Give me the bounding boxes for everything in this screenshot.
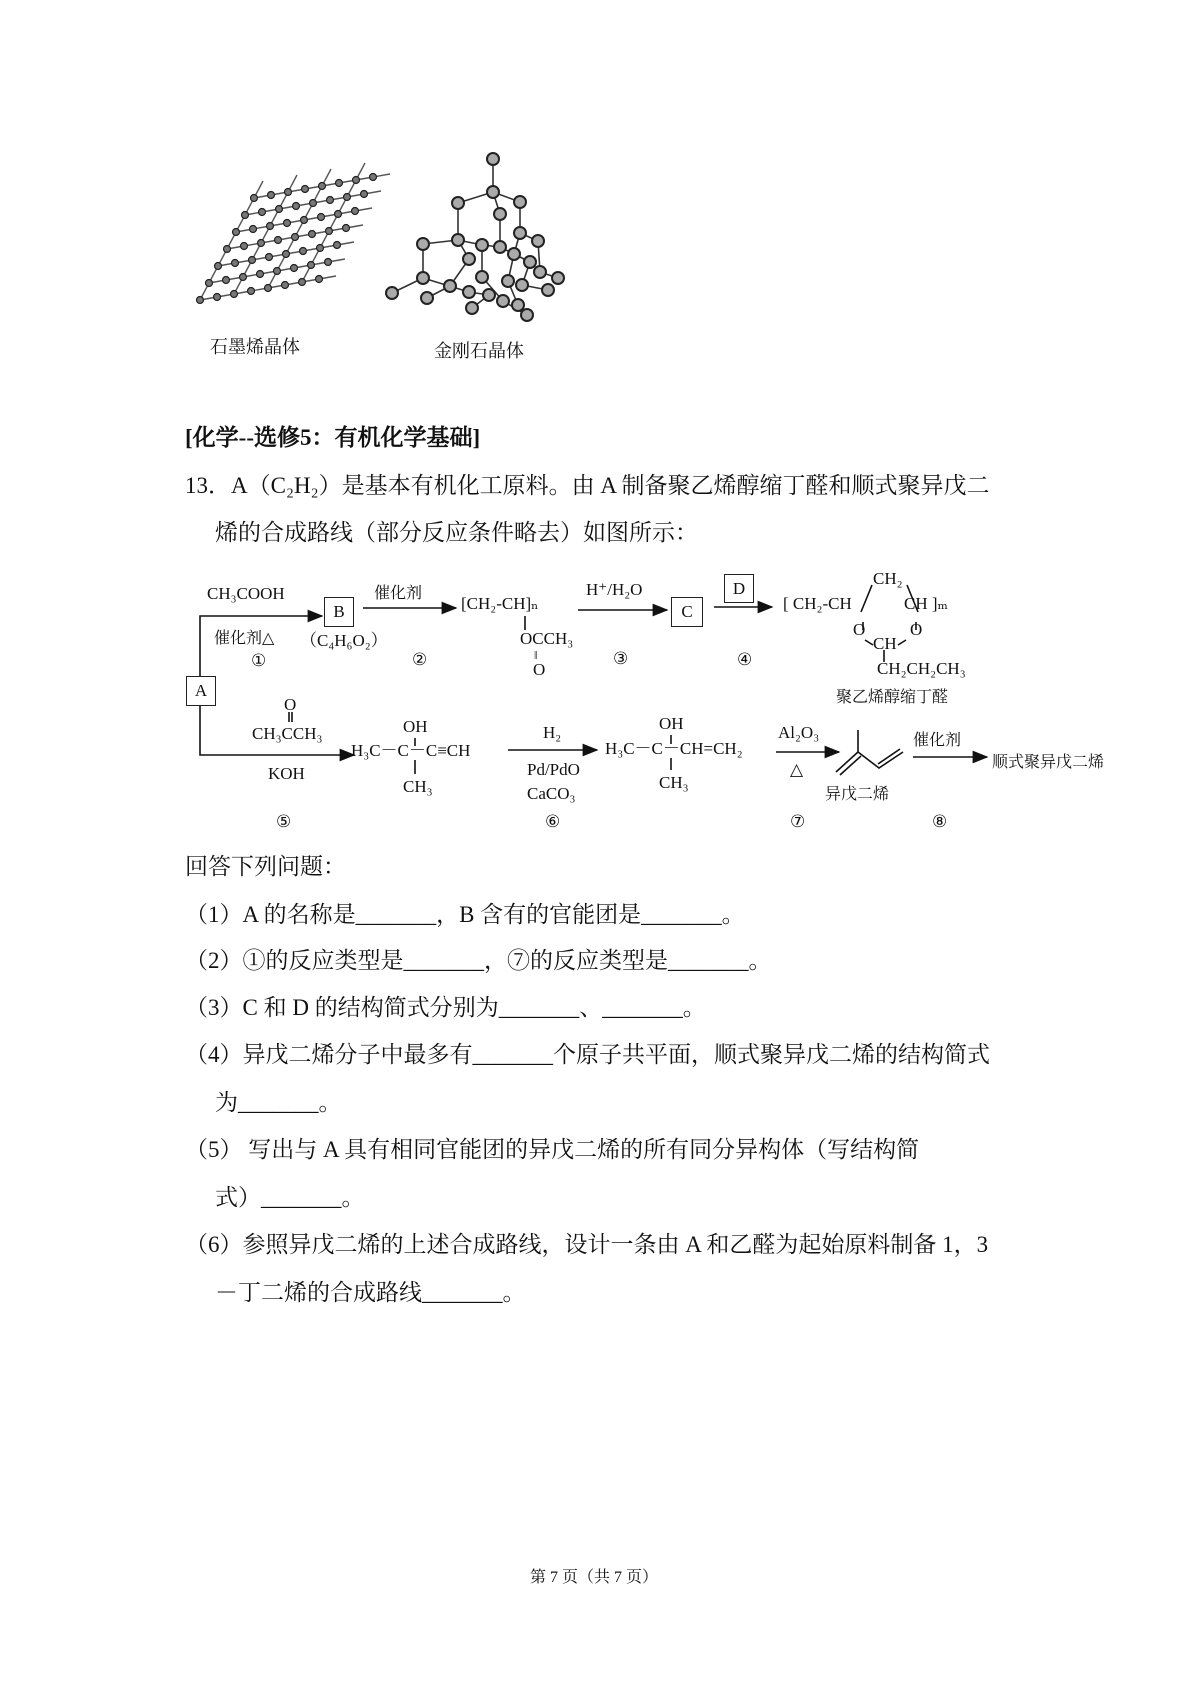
- pvb-name: 聚乙烯醇缩丁醛: [836, 687, 949, 706]
- reagent-heat: △: [790, 760, 804, 779]
- step-5: ⑤: [276, 812, 292, 831]
- carbonyl-o: O: [533, 660, 546, 679]
- subquestion-5-cont: 式）_______。: [215, 1185, 365, 1210]
- step-7: ⑦: [790, 812, 806, 831]
- final-product: 顺式聚异戊二烯: [992, 752, 1105, 771]
- subquestion-5: （5） 写出与 A 具有相同官能团的异戊二烯的所有同分异构体（写结构简: [185, 1137, 920, 1162]
- diamond-label: 金刚石晶体: [434, 341, 524, 362]
- reagent-catalyst-2: 催化剂: [374, 583, 423, 602]
- pvb-left: [ CH₂-CH: [783, 594, 852, 613]
- reagent-catalyst-heat: 催化剂△: [214, 628, 275, 647]
- alkenol-ch3: CH₃: [659, 773, 689, 792]
- step-1: ①: [251, 651, 267, 670]
- reagent-catalyst-8: 催化剂: [913, 730, 962, 749]
- reagent-caco3: CaCO₃: [527, 784, 576, 803]
- alkynol-ch3: CH₃: [403, 777, 433, 796]
- double-bond: ‖: [534, 648, 538, 662]
- alkenol-oh: OH: [659, 714, 684, 733]
- step-4: ④: [737, 650, 753, 669]
- alkynol: H₃C－C－C≡CH: [351, 741, 471, 760]
- reagent-pd-pdo: Pd/PdO: [527, 760, 580, 779]
- subquestion-1: （1）A 的名称是_______，B 含有的官能团是_______。: [185, 902, 745, 927]
- reagent-al2o3: Al₂O₃: [778, 723, 820, 742]
- reagent-acetic-acid: CH₃COOH: [207, 584, 285, 603]
- answer-prompt: 回答下列问题：: [185, 854, 346, 879]
- subquestion-6-cont: －丁二烯的合成路线_______。: [215, 1280, 526, 1305]
- section-heading: [化学--选修5：有机化学基础]: [185, 425, 481, 450]
- reagent-koh: KOH: [268, 764, 305, 783]
- polyvinyl-acetate: [CH₂-CH]ₙ: [461, 594, 539, 613]
- subquestion-3: （3）C 和 D 的结构简式分别为_______、_______。: [185, 995, 706, 1020]
- reagent-acid-water: H⁺/H₂O: [586, 580, 643, 599]
- pvb-chain: CH₂CH₂CH₃: [877, 659, 966, 678]
- compound-box-c: C: [671, 597, 703, 627]
- pvb-o-right: O: [910, 620, 923, 639]
- subquestion-4: （4）异戊二烯分子中最多有_______个原子共平面，顺式聚异戊二烯的结构简式: [185, 1042, 990, 1067]
- acetone-o: O: [284, 695, 297, 714]
- question-line-2: 烯的合成路线（部分反应条件略去）如图所示：: [215, 520, 698, 545]
- acetone: CH₃CCH₃: [252, 724, 323, 743]
- acetate-group: OCCH₃: [520, 629, 574, 648]
- step-3: ③: [613, 649, 629, 668]
- subquestion-6: （6）参照异戊二烯的上述合成路线，设计一条由 A 和乙醛为起始原料制备 1，3: [185, 1232, 989, 1257]
- page-footer: 第 7 页（共 7 页）: [530, 1569, 659, 1586]
- compound-box-a: A: [186, 676, 216, 706]
- isoprene-name: 异戊二烯: [825, 784, 890, 803]
- step-6: ⑥: [545, 812, 561, 831]
- step-8: ⑧: [932, 812, 948, 831]
- pvb-top: CH₂: [873, 569, 903, 588]
- subquestion-2: （2）①的反应类型是_______，⑦的反应类型是_______。: [185, 948, 772, 973]
- step-2: ②: [412, 650, 428, 669]
- alkynol-oh: OH: [403, 717, 428, 736]
- alkenol: H₃C－C－CH=CH₂: [605, 739, 743, 758]
- b-formula: （C₄H₆O₂）: [300, 631, 388, 650]
- reagent-h2: H₂: [543, 723, 562, 742]
- question-line-1: 13．A（C₂H₂）是基本有机化工原料。由 A 制备聚乙烯醇缩丁醛和顺式聚异戊二: [185, 473, 990, 498]
- pvb-ch: CH: [873, 634, 897, 653]
- graphene-label: 石墨烯晶体: [210, 337, 300, 358]
- pvb-o-left: O: [853, 620, 866, 639]
- subquestion-4-cont: 为_______。: [215, 1090, 342, 1115]
- pvb-right: CH ]ₘ: [904, 594, 948, 613]
- compound-box-b: B: [324, 597, 354, 627]
- compound-box-d: D: [724, 574, 754, 603]
